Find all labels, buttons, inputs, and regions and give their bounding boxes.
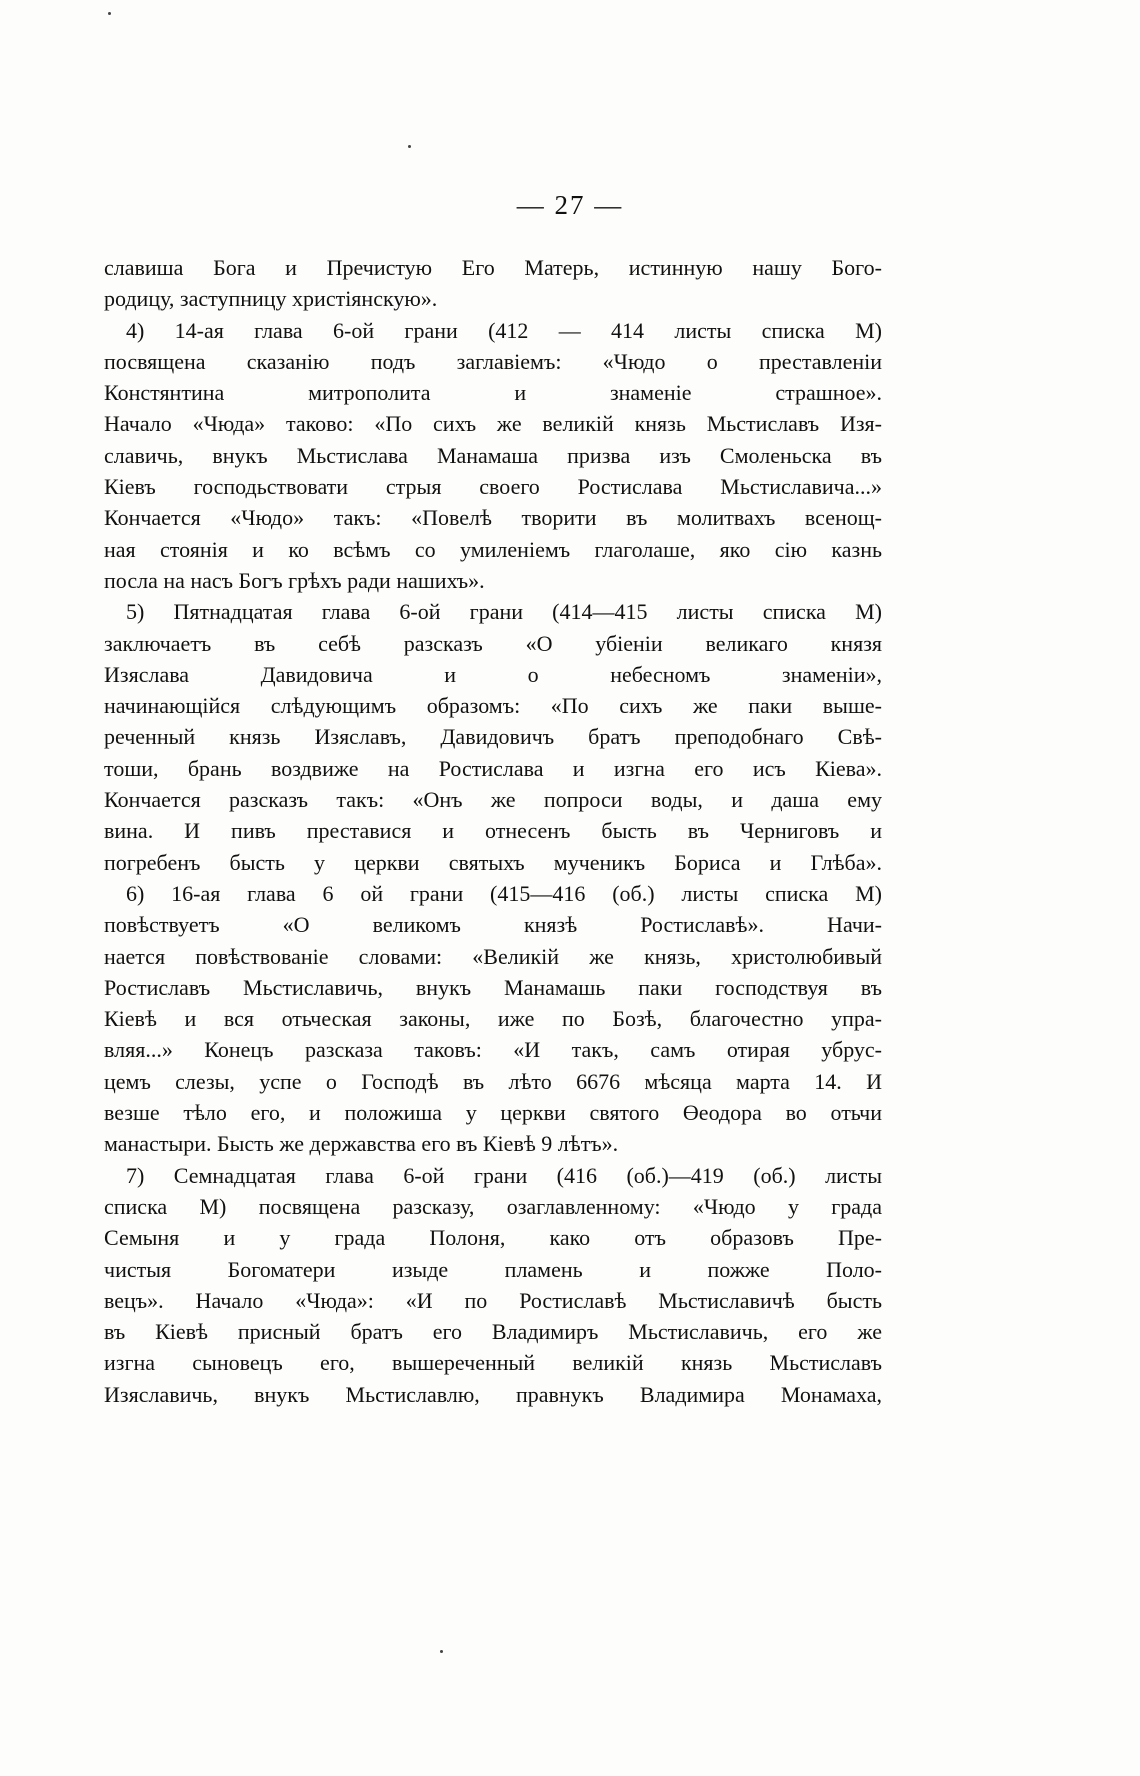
text-line: вляя...» Конецъ разсказа таковъ: «И такъ, самъ отирая убрус- [104, 1037, 882, 1063]
text-line: родицу, заступницу христіянскую». [104, 286, 438, 312]
text-line: славичь, внукъ Мьстислава Манамаша призва изъ Смоленьска въ [104, 442, 882, 468]
text-line: Изяславичь, внукъ Мьстиславлю, правнукъ Владимира Монамаха, [104, 1381, 882, 1407]
text-line: нается повѣствованіе словами: «Великій же князь, христолюбивый [104, 943, 882, 969]
text-line: Начало «Чюда» таково: «По сихъ же великій князь Мьстиславъ Изя- [104, 411, 882, 437]
text-line: ная стоянія и ко всѣмъ со умиленіемъ глаголаше, яко сію казнь [104, 536, 882, 562]
text-line: повѣствуетъ «О великомъ князѣ Ростиславѣ». Начи- [104, 912, 882, 938]
text-line: 4) 14-ая глава 6-ой грани (412 — 414 листы списка М) [126, 317, 882, 343]
text-line: цемъ слезы, успе о Господѣ въ лѣто 6676 мѣсяца марта 14. И [104, 1068, 882, 1094]
text-line: тоши, брань воздвиже на Ростислава и изгна его исъ Кіева». [104, 755, 882, 781]
text-line: вина. И пивъ преставися и отнесенъ бысть въ Черниговъ и [104, 818, 882, 844]
text-line: чистыя Богоматери изыде пламень и пожже Поло- [104, 1256, 882, 1282]
text-line: посла на насъ Богъ грѣхъ ради нашихъ». [104, 567, 485, 593]
text-line: списка М) посвящена разсказу, озаглавленному: «Чюдо у града [104, 1193, 882, 1219]
text-line: Кіевъ господьствовати стрыя своего Ростислава Мьстиславича...» [104, 474, 882, 500]
text-line: начинающійся слѣдующимъ образомъ: «По сихъ же паки выше- [104, 693, 882, 719]
text-line: 7) Семнадцатая глава 6-ой грани (416 (об.)—419 (об.) листы [126, 1162, 882, 1188]
text-line: 6) 16-ая глава 6 ой грани (415—416 (об.) листы списка М) [126, 880, 882, 906]
text-line: въ Кіевѣ присный братъ его Владимиръ Мьстиславичь, его же [104, 1319, 882, 1345]
text-line: манастыри. Бысть же державства его въ Кіевѣ 9 лѣтъ». [104, 1131, 619, 1157]
text-line: Ростиславъ Мьстиславичь, внукъ Манамашь паки господствуя въ [104, 974, 882, 1000]
text-line: славиша Бога и Пречистую Его Матерь, истинную нашу Бого- [104, 255, 882, 280]
text-line: Изяслава Давидовича и о небесномъ знаменіи», [104, 661, 882, 687]
scan-speck [108, 12, 111, 15]
text-line: Кіевѣ и вся отьческая законы, иже по Бозѣ, благочестно упра- [104, 1006, 882, 1032]
text-line: везше тѣло его, и положиша у церкви святого Өеодора во отьчи [104, 1100, 882, 1126]
text-line: Кончается «Чюдо» такъ: «Повелѣ творити въ молитвахъ всенощ- [104, 505, 882, 531]
text-line: Констянтина митрополита и знаменіе страшное». [104, 380, 882, 406]
text-line: погребенъ бысть у церкви святыхъ мученикъ Бориса и Глѣба». [104, 849, 882, 875]
scan-speck [408, 145, 411, 148]
text-line: вецъ». Начало «Чюда»: «И по Ростиславѣ Мьстиславичѣ бысть [104, 1287, 882, 1313]
text-line: 5) Пятнадцатая глава 6-ой грани (414—415 листы списка М) [126, 599, 882, 625]
text-line: заключаетъ въ себѣ разсказъ «О убіеніи великаго князя [104, 630, 882, 656]
body-text [104, 252, 882, 1410]
page-number: — 27 — [516, 190, 624, 220]
text-line: изгна сыновецъ его, вышереченный великій князь Мьстиславъ [104, 1350, 882, 1376]
text-line: Семыня и у града Полоня, како отъ образовъ Пре- [104, 1225, 882, 1251]
text-line: реченный князь Изяславъ, Давидовичъ братъ преподобнаго Свѣ- [104, 724, 882, 750]
text-line: Кончается разсказъ такъ: «Онъ же попроси воды, и даша ему [104, 787, 882, 813]
scan-speck [440, 1650, 443, 1653]
text-line: посвящена сказанію подъ заглавіемъ: «Чюдо о преставленіи [104, 348, 882, 374]
